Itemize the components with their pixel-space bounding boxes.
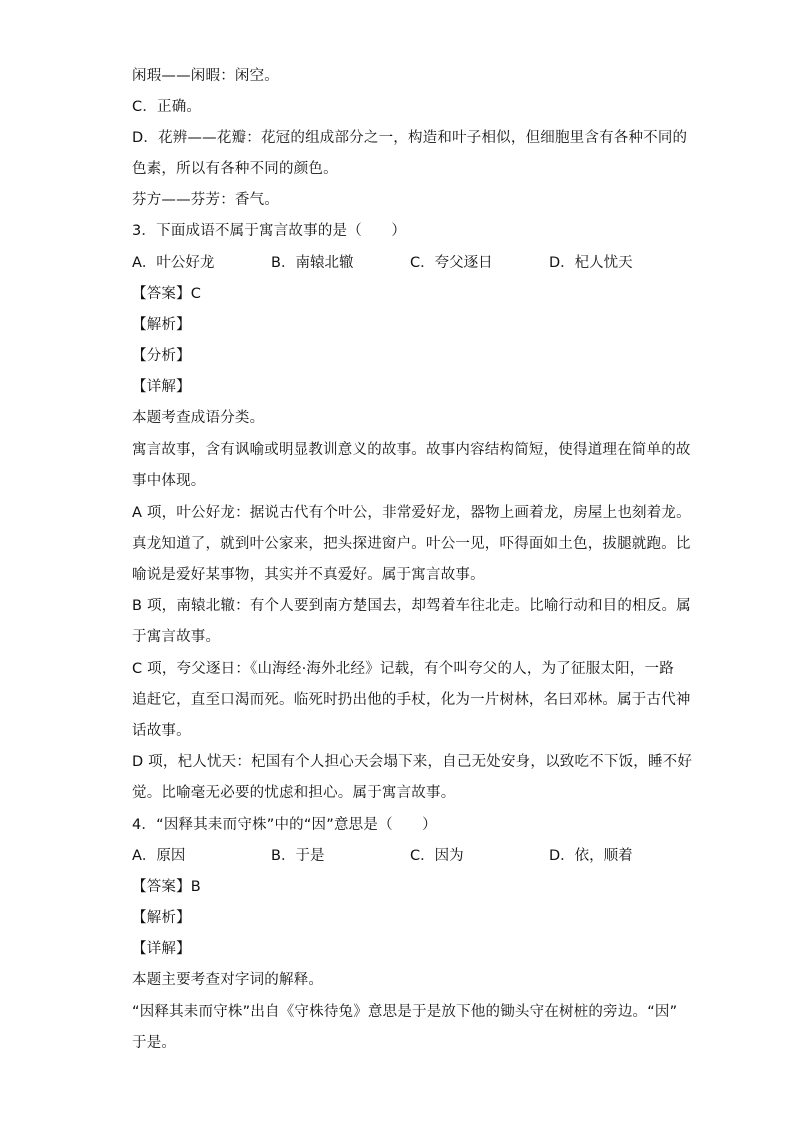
text-line: 色素，所以有各种不同的颜色。: [132, 161, 338, 177]
q3-option-c: C．夸父逐日: [410, 255, 493, 271]
text-line: 芬方——芬芳：香气。: [132, 192, 279, 208]
text-line: 寓言故事，含有讽喻或明显教训意义的故事。故事内容结构简短，使得道理在简单的故: [132, 442, 691, 458]
analysis-sub-label: 【分析】: [132, 348, 191, 364]
text-line: 本题主要考查对字词的解释。: [132, 972, 324, 988]
text-line: 本题考查成语分类。: [132, 410, 265, 426]
analysis-label: 【解析】: [132, 317, 191, 333]
text-line: 喻说是爱好某事物，其实并不真爱好。属于寓言故事。: [132, 567, 485, 583]
text-line: C．正确。: [132, 99, 202, 115]
text-line: 真龙知道了，就到叶公家来，把头探进窗户。叶公一见，吓得面如土色，拔腿就跑。比: [132, 536, 691, 552]
q4-option-a: A．原因: [132, 848, 186, 864]
detail-label: 【详解】: [132, 379, 191, 395]
q3-option-a: A．叶公好龙: [132, 255, 215, 271]
text-line: A 项，叶公好龙：据说古代有个叶公，非常爱好龙，器物上画着龙，房屋上也刻着龙。: [132, 505, 691, 521]
text-line: D 项，杞人忧天：杞国有个人担心天会塌下来，自己无处安身，以致吃不下饭，睡不好: [132, 754, 693, 770]
text-line: 追赶它，直至口渴而死。临死时扔出他的手杖，化为一片树林，名曰邓林。属于古代神: [132, 692, 691, 708]
text-line: 闲瑕——闲暇：闲空。: [132, 68, 279, 84]
text-line: D．花辨——花瓣：花冠的组成部分之一，构造和叶子相似，但细胞里含有各种不同的: [132, 130, 688, 146]
answer-label: 【答案】B: [132, 879, 201, 895]
q4-option-b: B．于是: [271, 848, 325, 864]
text-line: 于是。: [132, 1035, 177, 1051]
q3-option-b: B．南辕北辙: [271, 255, 354, 271]
text-line: C 项，夸父逐日：《山海经·海外北经》记载，有个叫夸父的人，为了征服太阳，一路: [132, 661, 674, 677]
analysis-label: 【解析】: [132, 910, 191, 926]
question-3-stem: 3．下面成语不属于寓言故事的是（ ）: [132, 223, 407, 239]
text-line: B 项，南辕北辙：有个人要到南方楚国去，却驾着车往北走。比喻行动和目的相反。属: [132, 598, 691, 614]
q3-option-d: D．杞人忧天: [549, 255, 633, 271]
question-4-stem: 4．“因释其耒而守株”中的“因”意思是（ ）: [132, 817, 437, 833]
text-line: 事中体现。: [132, 473, 206, 489]
answer-label: 【答案】C: [132, 286, 202, 302]
q4-option-d: D．依，顺着: [549, 848, 633, 864]
q4-option-c: C．因为: [410, 848, 464, 864]
text-line: 话故事。: [132, 723, 191, 739]
text-line: 于寓言故事。: [132, 629, 221, 645]
text-line: “因释其耒而守株”出自《守株待兔》意思是于是放下他的锄头守在树桩的旁边。“因”: [132, 1004, 678, 1020]
text-line: 觉。比喻毫无必要的忧虑和担心。属于寓言故事。: [132, 785, 456, 801]
detail-label: 【详解】: [132, 941, 191, 957]
